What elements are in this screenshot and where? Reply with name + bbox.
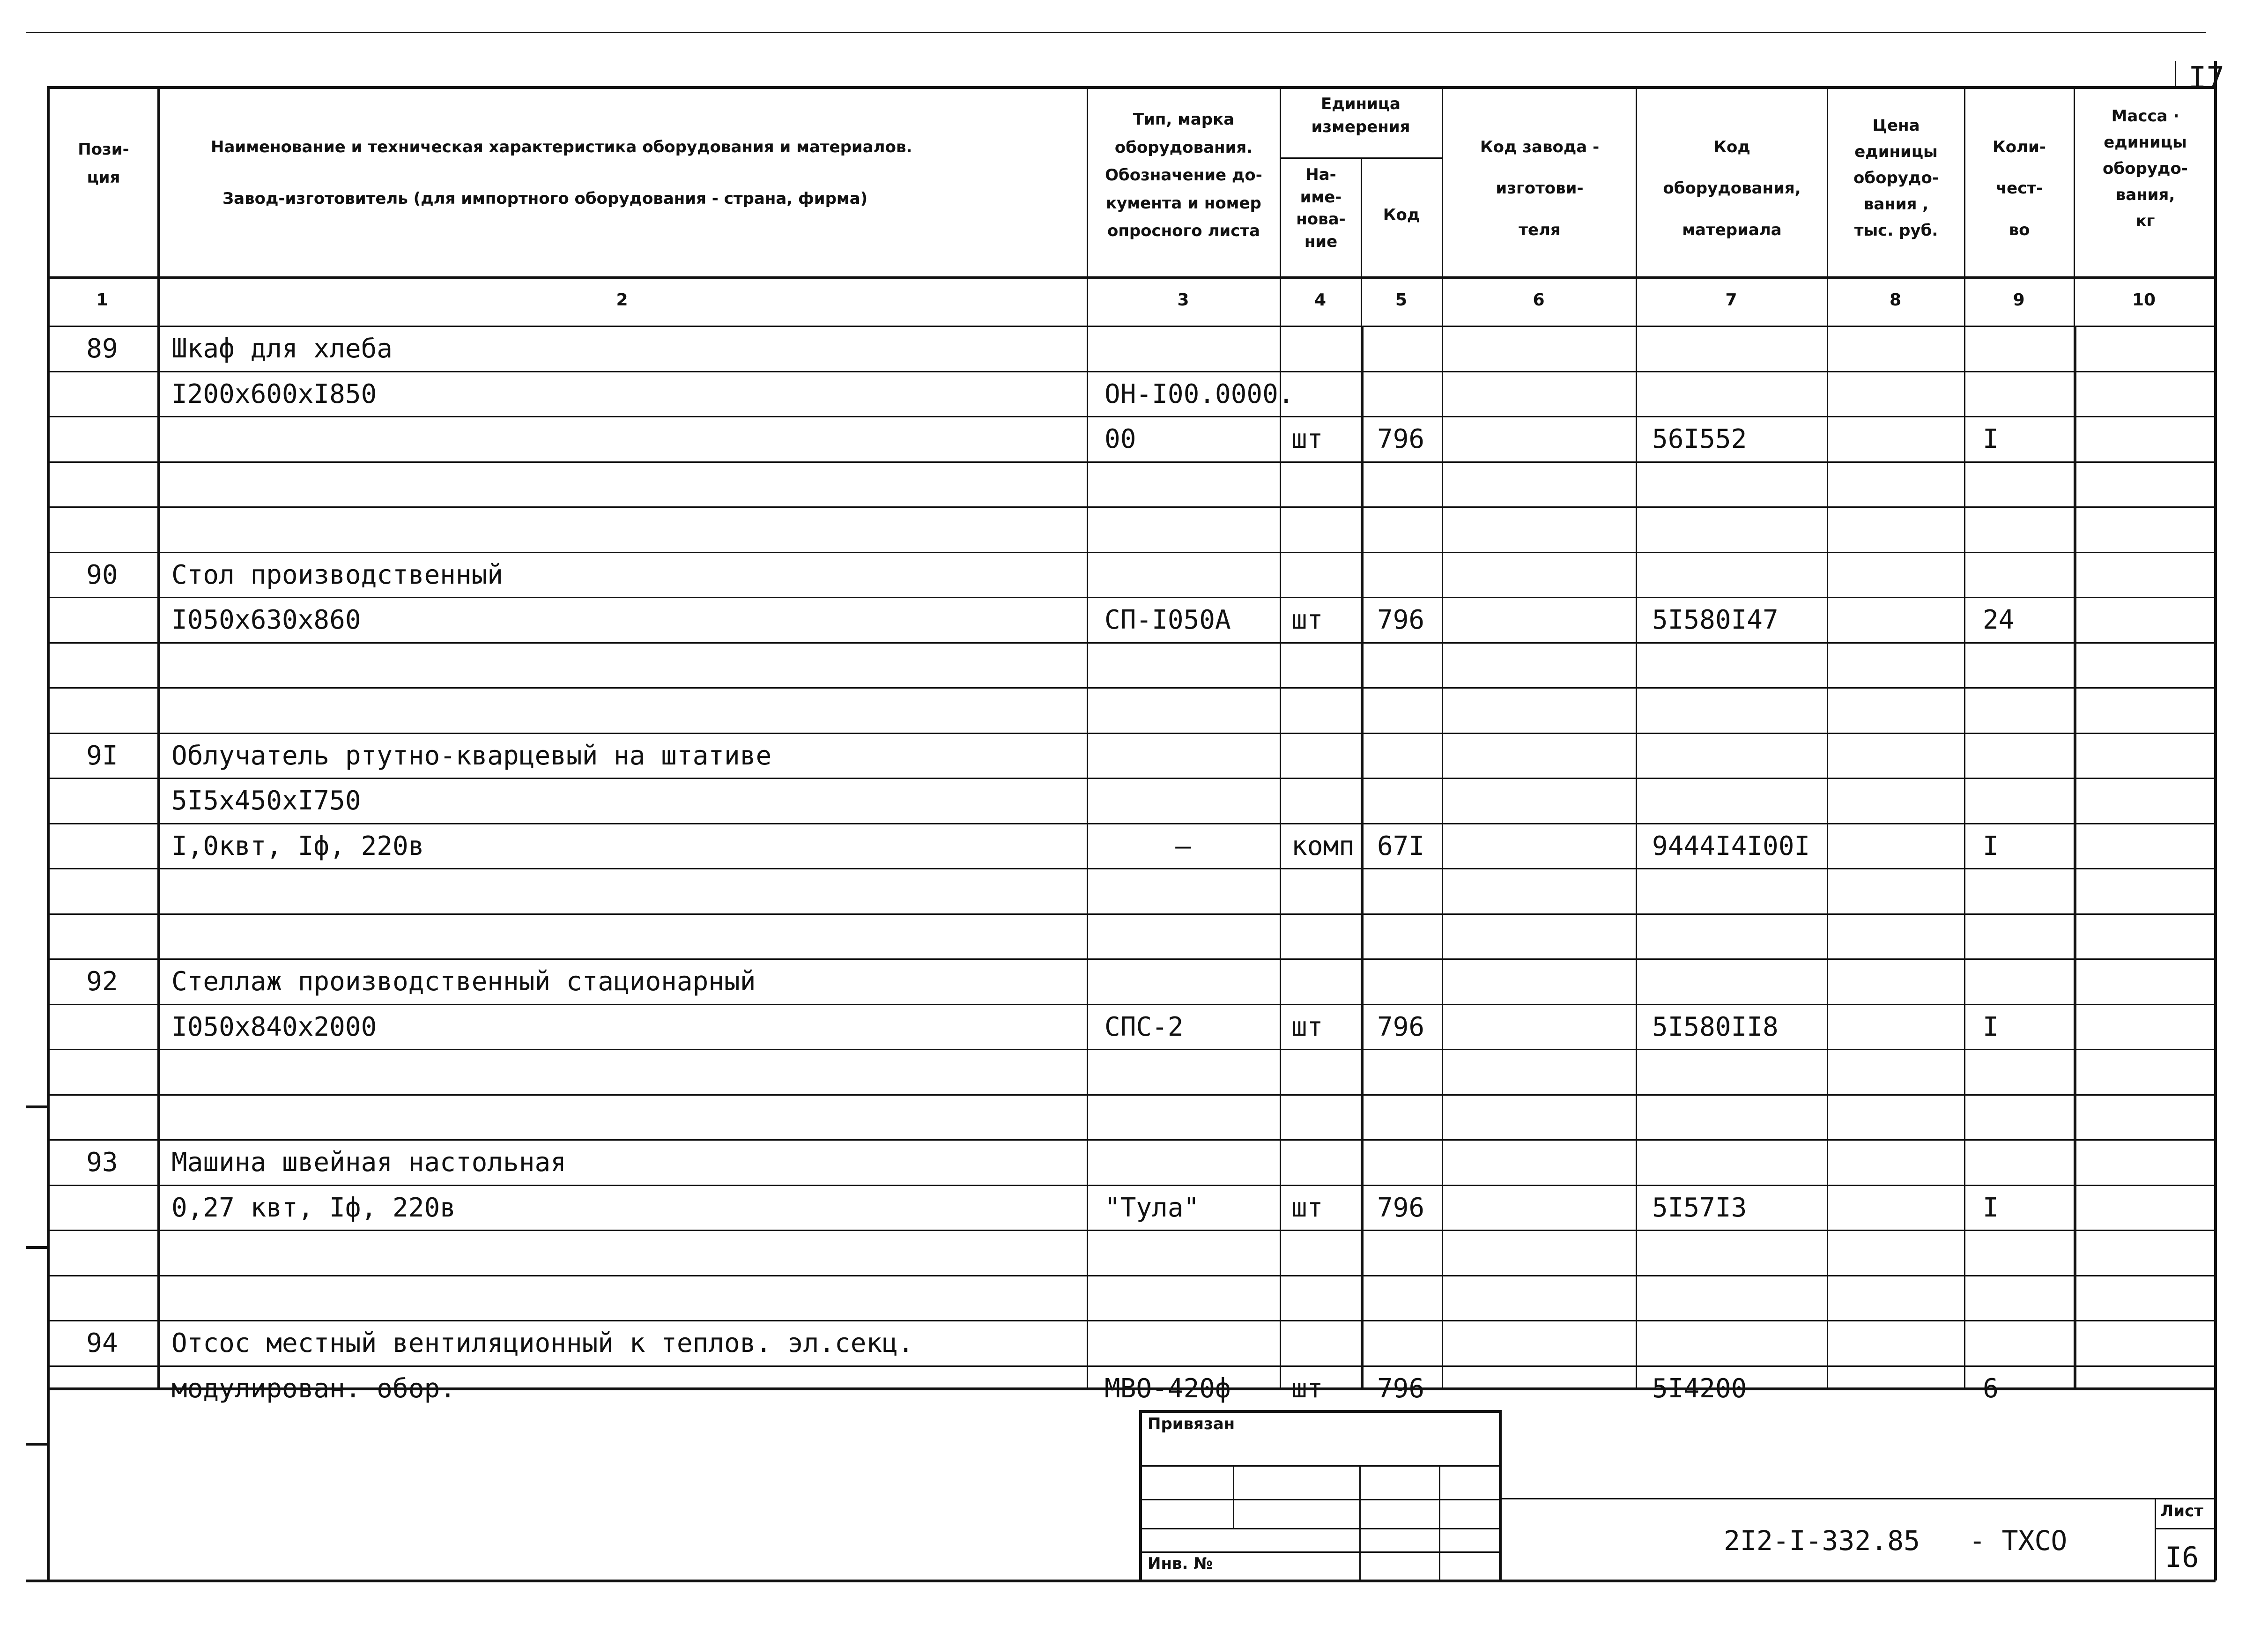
row-divider <box>47 506 2216 508</box>
quantity-cell: 6 <box>1983 1373 1999 1404</box>
type-cell: СП-I050А <box>1104 605 1231 635</box>
name-cell: Стеллаж производственный стационарный <box>171 966 756 997</box>
sheet-number: I6 <box>2165 1541 2199 1574</box>
stamp-row-line <box>1139 1551 1501 1553</box>
document-number: 2I2-I-332.85 - ТХСО <box>1724 1525 2068 1557</box>
title-top-line <box>1499 1498 2216 1499</box>
row-divider <box>47 1139 2216 1141</box>
equipment-code-cell: 5I580II8 <box>1652 1011 1779 1042</box>
name-cell: Отсос местный вентиляционный к теплов. эл.секц. <box>171 1328 914 1358</box>
header-unit-code: Код <box>1383 206 1420 224</box>
row-divider <box>47 1365 2216 1367</box>
stamp-right-line <box>1499 1410 1502 1581</box>
stamp-linked-label: Привязан <box>1148 1415 1235 1433</box>
equipment-code-cell: 5I57I3 <box>1652 1192 1747 1223</box>
header-price: Цена единицы оборудо- вания , тыс. руб. <box>1853 116 1939 240</box>
header-manufacturer-code: Код завода - изготови- теля <box>1480 138 1600 239</box>
column-number-bottom-line <box>47 326 2216 327</box>
margin-tick <box>26 1105 47 1108</box>
position-cell: 9I <box>86 740 118 771</box>
unit-code-cell: 796 <box>1377 424 1425 454</box>
header-position: Пози- ция <box>78 140 129 187</box>
unit-name-cell: шт <box>1291 1011 1323 1042</box>
page-number-box <box>2175 61 2176 86</box>
unit-name-cell: шт <box>1291 605 1323 635</box>
margin-tick <box>26 1443 47 1446</box>
unit-code-cell: 796 <box>1377 1011 1425 1042</box>
equipment-code-cell: 56I552 <box>1652 424 1747 454</box>
top-edge-line <box>26 32 2206 33</box>
column-number: 2 <box>616 290 628 310</box>
name-cell: Шкаф для хлеба <box>171 334 393 364</box>
quantity-cell: I <box>1983 424 1999 454</box>
stamp-row-line <box>1139 1499 1501 1500</box>
row-divider <box>47 552 2216 553</box>
unit-name-cell: шт <box>1291 424 1323 454</box>
unit-code-cell: 796 <box>1377 1192 1425 1223</box>
header-mass: Масса · единицы оборудо- вания, кг <box>2103 107 2188 231</box>
stamp-row-line <box>1139 1465 1501 1467</box>
name-cell: Стол производственный <box>171 559 504 590</box>
column-number: 7 <box>1725 290 1737 310</box>
row-divider <box>47 778 2216 779</box>
stamp-col-line <box>1359 1465 1361 1580</box>
type-cell: МВО-420ф <box>1104 1373 1231 1404</box>
column-number: 8 <box>1889 290 1902 310</box>
bold-box-left <box>1361 326 1364 1387</box>
name-cell: модулирован. обор. <box>171 1373 456 1404</box>
unit-code-cell: 67I <box>1377 831 1425 861</box>
row-divider <box>47 958 2216 960</box>
column-divider <box>1442 86 1443 1387</box>
header-name-line1: Наименование и техническая характеристика оборудования и материалов. <box>211 138 912 156</box>
row-divider <box>47 1275 2216 1276</box>
row-divider <box>47 1320 2216 1321</box>
stamp-col-line <box>1233 1465 1234 1528</box>
column-number: 9 <box>2013 290 2025 310</box>
column-number: 1 <box>96 290 108 310</box>
header-quantity: Коли- чест- во <box>1993 138 2046 239</box>
table-top-border <box>47 86 2216 89</box>
bold-box-right <box>2074 326 2076 1387</box>
row-divider <box>47 823 2216 824</box>
row-divider <box>47 913 2216 915</box>
quantity-cell: I <box>1983 1192 1999 1223</box>
sheet-label: Лист <box>2160 1502 2203 1521</box>
column-divider <box>157 86 160 1387</box>
row-divider <box>47 371 2216 372</box>
position-cell: 93 <box>86 1147 118 1178</box>
quantity-cell: I <box>1983 1011 1999 1042</box>
column-divider <box>1280 86 1281 1387</box>
column-number: 5 <box>1395 290 1408 310</box>
quantity-cell: 24 <box>1983 605 2015 635</box>
unit-name-cell: комп <box>1291 831 1355 861</box>
type-cell: ОН-I00.0000. <box>1104 378 1294 409</box>
stamp-col-line <box>1439 1465 1440 1580</box>
header-equipment-code: Код оборудования, материала <box>1663 138 1801 239</box>
header-unit: Единица измерения <box>1311 95 1410 137</box>
position-cell: 92 <box>86 966 118 997</box>
unit-name-cell: шт <box>1291 1373 1323 1404</box>
column-number: 10 <box>2132 290 2156 310</box>
unit-name-cell: шт <box>1291 1192 1323 1223</box>
frame-right-border <box>2214 61 2217 1580</box>
column-number: 3 <box>1177 290 1189 310</box>
sheet-box-divider <box>2155 1528 2216 1529</box>
type-cell: – <box>1175 831 1191 861</box>
unit-code-cell: 796 <box>1377 605 1425 635</box>
row-divider <box>47 461 2216 463</box>
header-name-line2: Завод-изготовитель (для импортного оборудования - страна, фирма) <box>222 189 868 208</box>
row-divider <box>47 687 2216 689</box>
row-divider <box>47 416 2216 417</box>
row-divider <box>47 868 2216 869</box>
equipment-code-cell: 5I580I47 <box>1652 605 1779 635</box>
column-divider <box>1964 86 1965 1387</box>
name-cell: 5I5x450xI750 <box>171 786 361 816</box>
quantity-cell: I <box>1983 831 1999 861</box>
position-cell: 94 <box>86 1328 118 1358</box>
name-cell: Облучатель ртутно-кварцевый на штативе <box>171 740 772 771</box>
name-cell: I,0квт, Iф, 220в <box>171 831 424 861</box>
equipment-code-cell: 5I4200 <box>1652 1373 1747 1404</box>
unit-code-cell: 796 <box>1377 1373 1425 1404</box>
column-number: 4 <box>1314 290 1327 310</box>
row-divider <box>47 1049 2216 1050</box>
stamp-inventory-label: Инв. № <box>1148 1554 1213 1573</box>
type-cell: 00 <box>1104 424 1136 454</box>
name-cell: Машина швейная настольная <box>171 1147 566 1178</box>
name-cell: I200x600xI850 <box>171 378 377 409</box>
row-divider <box>47 733 2216 734</box>
equipment-code-cell: 9444I4I00I <box>1652 831 1810 861</box>
row-divider <box>47 1185 2216 1186</box>
stamp-row-line <box>1139 1528 1501 1529</box>
row-divider <box>47 1004 2216 1005</box>
margin-tick <box>26 1246 47 1249</box>
position-cell: 90 <box>86 559 118 590</box>
column-divider <box>1827 86 1828 1387</box>
row-divider <box>47 1230 2216 1231</box>
type-cell: СПС-2 <box>1104 1011 1184 1042</box>
header-bottom-line <box>47 276 2216 279</box>
page-number: I7 <box>2188 61 2225 96</box>
column-divider <box>1636 86 1637 1387</box>
header-unit-name: На- име- нова- ние <box>1296 165 1346 251</box>
position-cell: 89 <box>86 334 118 364</box>
name-cell: I050x840x2000 <box>171 1011 377 1042</box>
column-divider <box>1087 86 1088 1387</box>
stamp-left-line <box>1139 1410 1142 1581</box>
row-divider <box>47 1094 2216 1096</box>
stamp-top-line <box>1139 1410 1501 1413</box>
column-number: 6 <box>1533 290 1545 310</box>
name-cell: I050x630x860 <box>171 605 361 635</box>
row-divider <box>47 597 2216 598</box>
header-type: Тип, марка оборудования. Обозначение до- кумента и номер опросного листа <box>1105 110 1262 240</box>
name-cell: 0,27 квт, Iф, 220в <box>171 1192 456 1223</box>
type-cell: "Тула" <box>1104 1192 1200 1223</box>
frame-bottom-border <box>26 1580 2216 1582</box>
sheet-box-left <box>2155 1498 2156 1580</box>
row-divider <box>47 642 2216 644</box>
